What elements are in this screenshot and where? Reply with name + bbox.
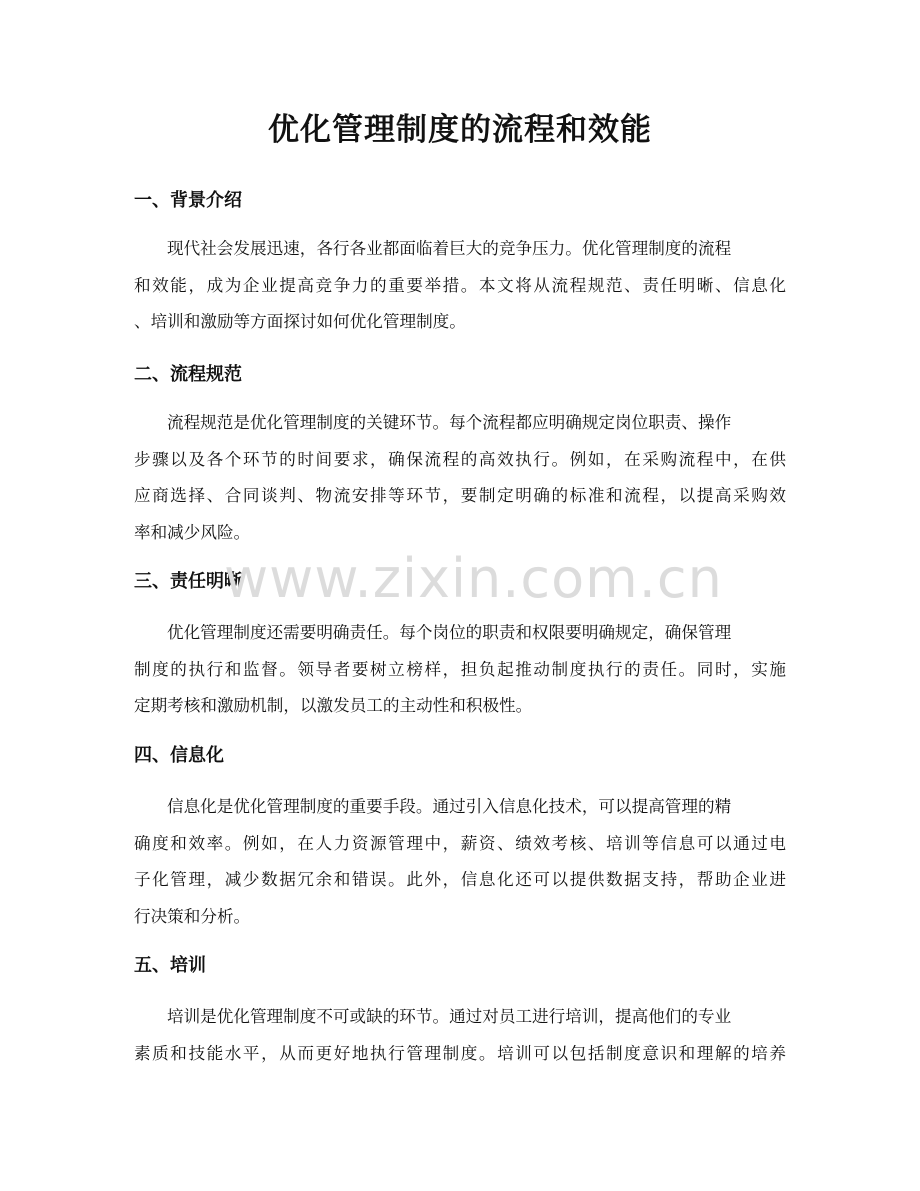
section-paragraph-process [134,405,786,551]
section-heading-background: 一、背景介绍 [134,190,242,211]
paragraph-line: 子化管理，减少数据冗余和错误。此外，信息化还可以提供数据支持，帮助企业进 [134,870,786,889]
paragraph-line: 率和减少风险。 [134,522,251,542]
paragraph-line: 优化管理制度还需要明确责任。每个岗位的职责和权限要明确规定，确保管理 [167,623,732,642]
section-paragraph-background [134,231,786,341]
paragraph-line: 素质和技能水平，从而更好地执行管理制度。培训可以包括制度意识和理解的培养 [134,1043,786,1063]
document-title: 优化管理制度的流程和效能 [268,112,652,148]
paragraph-line: 现代社会发展迅速，各行各业都面临着巨大的竞争压力。优化管理制度的流程 [167,239,732,258]
paragraph-line: 应商选择、合同谈判、物流安排等环节，要制定明确的标准和流程，以提高采购效 [134,486,786,505]
paragraph-line: 行决策和分析。 [134,906,251,926]
section-heading-informatization: 四、信息化 [134,745,224,766]
paragraph-line: 培训是优化管理制度不可或缺的环节。通过对员工进行培训，提高他们的专业 [167,1007,732,1026]
paragraph-line: 确度和效率。例如，在人力资源管理中，薪资、绩效考核、培训等信息可以通过电 [134,833,786,853]
paragraph-line: 信息化是优化管理制度的重要手段。通过引入信息化技术，可以提高管理的精 [167,797,732,816]
section-heading-training: 五、培训 [134,955,206,976]
paragraph-line: 、培训和激励等方面探讨如何优化管理制度。 [134,312,466,331]
section-heading-responsibility: 三、责任明晰 [134,571,242,592]
section-paragraph-responsibility [134,615,786,725]
watermark: www.zixin.com.cn [224,547,723,610]
paragraph-line: 定期考核和激励机制，以激发员工的主动性和积极性。 [134,696,533,715]
section-paragraph-training [134,999,786,1072]
paragraph-line: 和效能，成为企业提高竞争力的重要举措。本文将从流程规范、责任明晰、信息化 [134,275,786,295]
section-heading-process: 二、流程规范 [134,364,242,385]
section-paragraph-informatization [134,789,786,935]
paragraph-line: 制度的执行和监督。领导者要树立榜样，担负起推动制度执行的责任。同时，实施 [134,659,786,679]
paragraph-line: 流程规范是优化管理制度的关键环节。每个流程都应明确规定岗位职责、操作 [167,413,732,432]
paragraph-line: 步骤以及各个环节的时间要求，确保流程的高效执行。例如，在采购流程中，在供 [134,449,786,469]
